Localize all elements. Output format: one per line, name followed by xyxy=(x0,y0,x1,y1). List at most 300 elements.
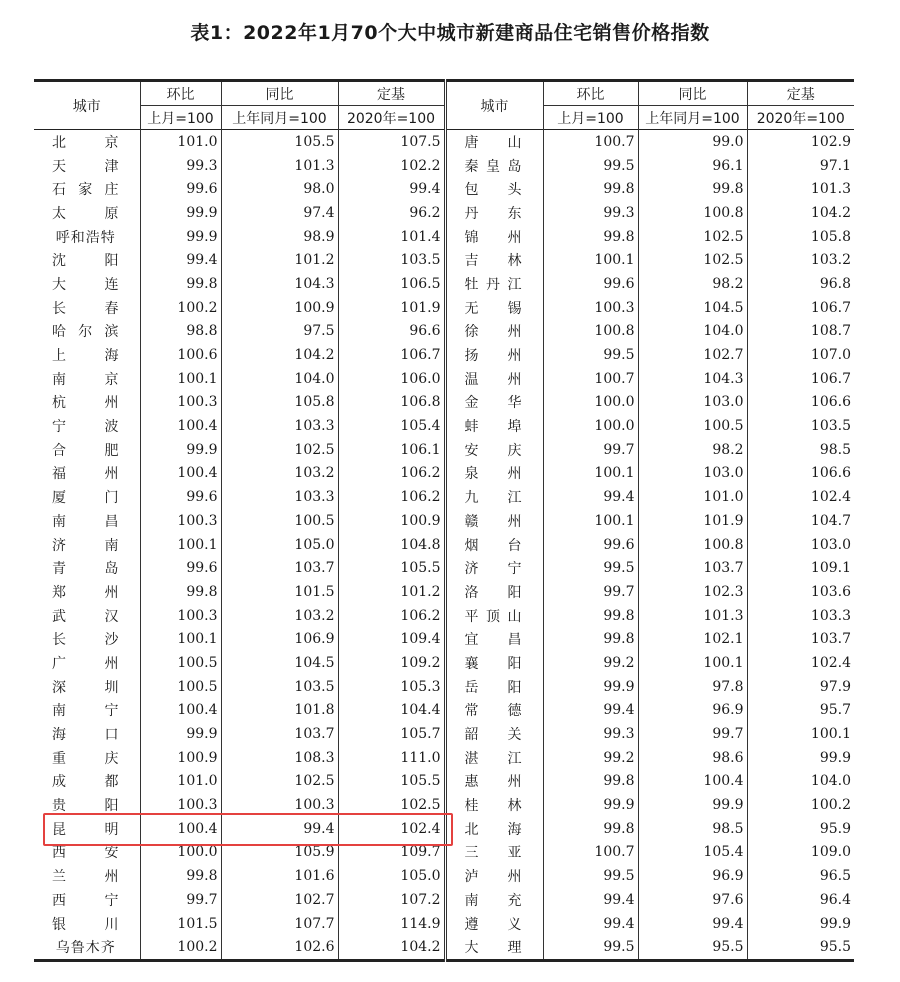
mom-value: 100.4 xyxy=(140,414,221,438)
city-char: 津 xyxy=(104,158,120,175)
fixed-value: 95.9 xyxy=(747,817,854,841)
yoy-value: 104.0 xyxy=(638,320,747,344)
city-name xyxy=(447,606,543,626)
city-char: 州 xyxy=(104,395,120,412)
fixed-value: 106.5 xyxy=(338,272,445,296)
mom-value: 99.8 xyxy=(140,272,221,296)
city-char: 长 xyxy=(52,300,67,317)
city-char: 南 xyxy=(52,513,67,530)
yoy-value: 102.5 xyxy=(221,438,338,462)
mom-value: 100.5 xyxy=(140,675,221,699)
city-name xyxy=(447,914,543,934)
city-name xyxy=(447,392,543,412)
city-char: 福 xyxy=(52,466,67,483)
mom-value: 99.8 xyxy=(543,177,638,201)
fixed-value: 114.9 xyxy=(338,912,445,936)
yoy-value: 96.1 xyxy=(638,154,747,178)
fixed-value: 99.9 xyxy=(747,912,854,936)
yoy-value: 98.0 xyxy=(221,177,338,201)
city-name xyxy=(34,369,140,389)
city-cell xyxy=(34,935,140,960)
mom-value: 100.0 xyxy=(543,414,638,438)
yoy-value: 97.5 xyxy=(221,320,338,344)
city-char: 宁 xyxy=(104,892,120,909)
mom-value: 99.6 xyxy=(140,485,221,509)
mom-value: 99.8 xyxy=(140,580,221,604)
city-cell xyxy=(445,485,543,509)
city-char: 青 xyxy=(52,561,67,578)
city-char: 哈 xyxy=(52,324,67,341)
city-char: 春 xyxy=(104,300,120,317)
mom-value: 100.1 xyxy=(140,627,221,651)
city-char: 京 xyxy=(104,371,120,388)
mom-value: 100.4 xyxy=(140,817,221,841)
fixed-value: 102.4 xyxy=(747,485,854,509)
yoy-value: 102.1 xyxy=(638,627,747,651)
city-name xyxy=(447,298,543,318)
yoy-value: 103.3 xyxy=(221,485,338,509)
city-char: 南 xyxy=(52,703,67,720)
city-name xyxy=(34,748,140,768)
mom-value: 99.3 xyxy=(543,722,638,746)
yoy-value: 102.3 xyxy=(638,580,747,604)
city-char: 昌 xyxy=(104,513,120,530)
yoy-value: 98.6 xyxy=(638,746,747,770)
fixed-value: 101.9 xyxy=(338,296,445,320)
city-cell xyxy=(445,604,543,628)
city-cell xyxy=(34,509,140,533)
fixed-value: 106.2 xyxy=(338,485,445,509)
header-mom-base-left: 上月=100 xyxy=(140,106,221,130)
city-cell xyxy=(445,438,543,462)
mom-value: 99.6 xyxy=(140,177,221,201)
city-name xyxy=(34,440,140,460)
city-char: 岛 xyxy=(507,158,523,175)
city-cell xyxy=(445,272,543,296)
city-char: 义 xyxy=(507,916,523,933)
city-cell xyxy=(34,438,140,462)
city-char: 徐 xyxy=(464,324,480,341)
city-name xyxy=(34,298,140,318)
yoy-value: 106.9 xyxy=(221,627,338,651)
city-char: 东 xyxy=(507,205,523,222)
mom-value: 99.7 xyxy=(543,580,638,604)
city-char: 广 xyxy=(52,655,67,672)
city-cell xyxy=(34,770,140,794)
table-row xyxy=(34,438,854,462)
city-cell xyxy=(445,746,543,770)
fixed-value: 106.7 xyxy=(747,367,854,391)
city-name xyxy=(34,511,140,531)
table-row xyxy=(34,509,854,533)
city-char: 京 xyxy=(104,134,120,151)
city-char: 亚 xyxy=(507,845,523,862)
city-name xyxy=(34,724,140,744)
city-name xyxy=(447,842,543,862)
table-row xyxy=(34,627,854,651)
city-char: 阳 xyxy=(507,655,523,672)
city-char: 平 xyxy=(464,608,480,625)
yoy-value: 104.3 xyxy=(221,272,338,296)
mom-value: 99.9 xyxy=(140,225,221,249)
city-char: 海 xyxy=(104,348,120,365)
city-char: 无 xyxy=(464,300,480,317)
mom-value: 100.3 xyxy=(140,793,221,817)
city-name xyxy=(34,914,140,934)
city-char: 州 xyxy=(104,869,120,886)
city-cell xyxy=(445,296,543,320)
city-cell xyxy=(445,343,543,367)
fixed-value: 105.4 xyxy=(338,414,445,438)
yoy-value: 97.4 xyxy=(221,201,338,225)
city-name xyxy=(447,795,543,815)
city-char: 庆 xyxy=(104,750,120,767)
table-row xyxy=(34,272,854,296)
city-name xyxy=(447,582,543,602)
city-cell xyxy=(34,746,140,770)
yoy-value: 99.0 xyxy=(638,130,747,154)
table-row xyxy=(34,580,854,604)
city-cell xyxy=(445,722,543,746)
mom-value: 100.0 xyxy=(140,841,221,865)
yoy-value: 101.8 xyxy=(221,699,338,723)
city-cell xyxy=(445,793,543,817)
city-char: 州 xyxy=(507,324,523,341)
fixed-value: 105.3 xyxy=(338,675,445,699)
table-row xyxy=(34,651,854,675)
city-cell xyxy=(445,509,543,533)
fixed-value: 108.7 xyxy=(747,320,854,344)
mom-value: 99.8 xyxy=(543,604,638,628)
mom-value: 99.2 xyxy=(543,651,638,675)
city-char: 岳 xyxy=(464,679,480,696)
city-char: 安 xyxy=(104,845,120,862)
mom-value: 100.5 xyxy=(140,651,221,675)
city-char: 烟 xyxy=(464,537,480,554)
yoy-value: 100.5 xyxy=(221,509,338,533)
mom-value: 100.3 xyxy=(140,509,221,533)
city-cell xyxy=(34,556,140,580)
city-name xyxy=(34,227,140,247)
yoy-value: 103.0 xyxy=(638,462,747,486)
table-row xyxy=(34,604,854,628)
city-name xyxy=(447,487,543,507)
mom-value: 100.4 xyxy=(140,462,221,486)
fixed-value: 100.1 xyxy=(747,722,854,746)
city-name xyxy=(447,132,543,152)
mom-value: 100.1 xyxy=(543,462,638,486)
city-name xyxy=(447,156,543,176)
city-char: 州 xyxy=(507,513,523,530)
city-cell xyxy=(445,699,543,723)
mom-value: 100.4 xyxy=(140,699,221,723)
yoy-value: 108.3 xyxy=(221,746,338,770)
city-name xyxy=(34,937,140,957)
header-yoy-right: 同比 xyxy=(638,81,747,106)
yoy-value: 101.0 xyxy=(638,485,747,509)
city-name xyxy=(447,819,543,839)
city-char: 关 xyxy=(507,727,523,744)
yoy-value: 100.5 xyxy=(638,414,747,438)
highlight-box xyxy=(43,813,453,846)
city-cell xyxy=(445,841,543,865)
mom-value: 99.7 xyxy=(543,438,638,462)
yoy-value: 104.0 xyxy=(221,367,338,391)
city-cell xyxy=(445,154,543,178)
city-char: 林 xyxy=(507,253,523,270)
mom-value: 99.4 xyxy=(543,888,638,912)
city-char: 韶 xyxy=(464,727,480,744)
city-name xyxy=(34,416,140,436)
fixed-value: 107.5 xyxy=(338,130,445,154)
fixed-value: 106.7 xyxy=(338,343,445,367)
city-name xyxy=(447,558,543,578)
city-char: 郑 xyxy=(52,584,67,601)
city-char: 北 xyxy=(464,821,480,838)
city-char: 长 xyxy=(52,632,67,649)
city-char: 泸 xyxy=(464,869,480,886)
city-name xyxy=(447,203,543,223)
table-row xyxy=(34,177,854,201)
yoy-value: 101.3 xyxy=(221,154,338,178)
yoy-value: 99.7 xyxy=(638,722,747,746)
yoy-value: 97.6 xyxy=(638,888,747,912)
table-row xyxy=(34,130,854,154)
city-char: 林 xyxy=(507,798,523,815)
city-cell xyxy=(34,864,140,888)
city-name xyxy=(34,463,140,483)
city-name xyxy=(34,250,140,270)
city-char: 理 xyxy=(507,940,523,957)
city-char: 锦 xyxy=(464,229,480,246)
fixed-value: 105.5 xyxy=(338,556,445,580)
city-name xyxy=(447,937,543,957)
yoy-value: 97.8 xyxy=(638,675,747,699)
city-name xyxy=(34,392,140,412)
yoy-value: 95.5 xyxy=(638,935,747,960)
mom-value: 99.8 xyxy=(543,817,638,841)
city-cell xyxy=(34,201,140,225)
yoy-value: 100.8 xyxy=(638,533,747,557)
table-row xyxy=(34,556,854,580)
mom-value: 99.8 xyxy=(543,627,638,651)
city-char: 家 xyxy=(78,182,94,199)
fixed-value: 102.4 xyxy=(338,817,445,841)
table-row xyxy=(34,675,854,699)
yoy-value: 102.5 xyxy=(638,248,747,272)
city-char: 口 xyxy=(104,727,120,744)
city-char: 皇 xyxy=(486,158,501,175)
city-name xyxy=(447,677,543,697)
header-fixed-base-right: 2020年=100 xyxy=(747,106,854,130)
city-char: 武 xyxy=(52,608,67,625)
city-cell xyxy=(445,817,543,841)
city-name xyxy=(447,274,543,294)
mom-value: 100.7 xyxy=(543,841,638,865)
header-mom-right: 环比 xyxy=(543,81,638,106)
city-cell xyxy=(445,130,543,154)
city-char: 州 xyxy=(507,371,523,388)
city-cell xyxy=(445,414,543,438)
city-char: 蚌 xyxy=(464,419,480,436)
mom-value: 99.8 xyxy=(543,225,638,249)
table-row xyxy=(34,770,854,794)
city-name xyxy=(34,866,140,886)
header-city-left: 城市 xyxy=(72,98,101,115)
city-char: 西 xyxy=(52,892,67,909)
fixed-value: 105.0 xyxy=(338,864,445,888)
yoy-value: 101.2 xyxy=(221,248,338,272)
yoy-value: 104.3 xyxy=(638,367,747,391)
city-char: 滨 xyxy=(104,324,120,341)
fixed-value: 104.4 xyxy=(338,699,445,723)
city-cell xyxy=(34,177,140,201)
city-name xyxy=(447,227,543,247)
fixed-value: 104.2 xyxy=(338,935,445,960)
yoy-value: 104.2 xyxy=(221,343,338,367)
city-cell xyxy=(445,770,543,794)
city-name xyxy=(447,748,543,768)
yoy-value: 101.9 xyxy=(638,509,747,533)
city-char: 深 xyxy=(52,679,67,696)
city-name xyxy=(34,677,140,697)
city-name xyxy=(447,724,543,744)
fixed-value: 99.9 xyxy=(747,746,854,770)
mom-value: 100.0 xyxy=(543,391,638,415)
city-name xyxy=(447,179,543,199)
city-char: 兰 xyxy=(52,869,67,886)
table-row xyxy=(34,864,854,888)
fixed-value: 99.4 xyxy=(338,177,445,201)
city-char: 阳 xyxy=(507,679,523,696)
city-char: 海 xyxy=(507,821,523,838)
city-name xyxy=(34,771,140,791)
yoy-value: 104.5 xyxy=(638,296,747,320)
city-cell xyxy=(34,888,140,912)
header-yoy-left: 同比 xyxy=(221,81,338,106)
city-char: 上 xyxy=(52,348,67,365)
city-char: 宁 xyxy=(507,561,523,578)
mom-value: 99.6 xyxy=(140,556,221,580)
mom-value: 99.6 xyxy=(543,533,638,557)
city-char: 埠 xyxy=(507,419,523,436)
fixed-value: 104.8 xyxy=(338,533,445,557)
city-char: 银 xyxy=(52,916,67,933)
city-cell xyxy=(34,296,140,320)
city-char: 丹 xyxy=(464,205,480,222)
mom-value: 99.3 xyxy=(543,201,638,225)
mom-value: 99.6 xyxy=(543,272,638,296)
city-char: 阳 xyxy=(507,584,523,601)
mom-value: 99.5 xyxy=(543,343,638,367)
fixed-value: 106.2 xyxy=(338,604,445,628)
city-char: 昌 xyxy=(507,632,523,649)
yoy-value: 102.5 xyxy=(638,225,747,249)
fixed-value: 106.0 xyxy=(338,367,445,391)
header-mom-left: 环比 xyxy=(140,81,221,106)
city-char: 锡 xyxy=(507,300,523,317)
city-name xyxy=(34,558,140,578)
city-char: 山 xyxy=(507,134,523,151)
mom-value: 100.3 xyxy=(543,296,638,320)
fixed-value: 103.5 xyxy=(747,414,854,438)
city-char: 大 xyxy=(52,276,67,293)
city-name xyxy=(447,321,543,341)
city-name xyxy=(447,511,543,531)
mom-value: 99.4 xyxy=(543,485,638,509)
city-char: 丹 xyxy=(486,276,501,293)
city-char: 江 xyxy=(507,750,523,767)
mom-value: 100.1 xyxy=(543,248,638,272)
fixed-value: 102.5 xyxy=(338,793,445,817)
city-char: 庄 xyxy=(104,182,120,199)
header-yoy-base-left: 上年同月=100 xyxy=(221,106,338,130)
fixed-value: 96.8 xyxy=(747,272,854,296)
fixed-value: 105.8 xyxy=(747,225,854,249)
city-cell xyxy=(445,367,543,391)
fixed-value: 106.7 xyxy=(747,296,854,320)
city-char: 济 xyxy=(52,537,67,554)
mom-value: 99.7 xyxy=(140,888,221,912)
city-name xyxy=(447,345,543,365)
yoy-value: 98.2 xyxy=(638,438,747,462)
city-char: 原 xyxy=(104,205,120,222)
header-city-right: 城市 xyxy=(445,81,543,130)
yoy-value: 105.8 xyxy=(221,391,338,415)
city-cell xyxy=(34,130,140,154)
city-char: 扬 xyxy=(464,348,480,365)
mom-value: 99.4 xyxy=(543,912,638,936)
city-char: 台 xyxy=(507,537,523,554)
table-row xyxy=(34,296,854,320)
table-row xyxy=(34,533,854,557)
fixed-value: 109.2 xyxy=(338,651,445,675)
city-char: 石 xyxy=(52,182,67,199)
yoy-value: 102.7 xyxy=(221,888,338,912)
city-char: 海 xyxy=(52,727,67,744)
mom-value: 99.3 xyxy=(140,154,221,178)
table-row xyxy=(34,746,854,770)
city-char: 九 xyxy=(464,490,480,507)
city-char: 泉 xyxy=(464,466,480,483)
city-cell xyxy=(34,580,140,604)
city-cell xyxy=(34,272,140,296)
yoy-value: 100.1 xyxy=(638,651,747,675)
city-char: 江 xyxy=(507,490,523,507)
city-name xyxy=(34,345,140,365)
mom-value: 100.6 xyxy=(140,343,221,367)
fixed-value: 95.7 xyxy=(747,699,854,723)
table-row xyxy=(34,248,854,272)
fixed-value: 106.6 xyxy=(747,391,854,415)
fixed-value: 103.7 xyxy=(747,627,854,651)
city-char: 昆 xyxy=(52,821,67,838)
city-char: 惠 xyxy=(464,774,480,791)
city-cell xyxy=(34,414,140,438)
city-name xyxy=(34,203,140,223)
yoy-value: 103.7 xyxy=(221,722,338,746)
city-name xyxy=(34,274,140,294)
fixed-value: 103.2 xyxy=(747,248,854,272)
yoy-value: 96.9 xyxy=(638,864,747,888)
city-char: 岛 xyxy=(104,561,120,578)
city-char: 合 xyxy=(52,442,67,459)
mom-value: 99.2 xyxy=(543,746,638,770)
city-cell xyxy=(445,651,543,675)
city-name xyxy=(34,535,140,555)
city-char: 华 xyxy=(507,395,523,412)
table-row xyxy=(34,722,854,746)
